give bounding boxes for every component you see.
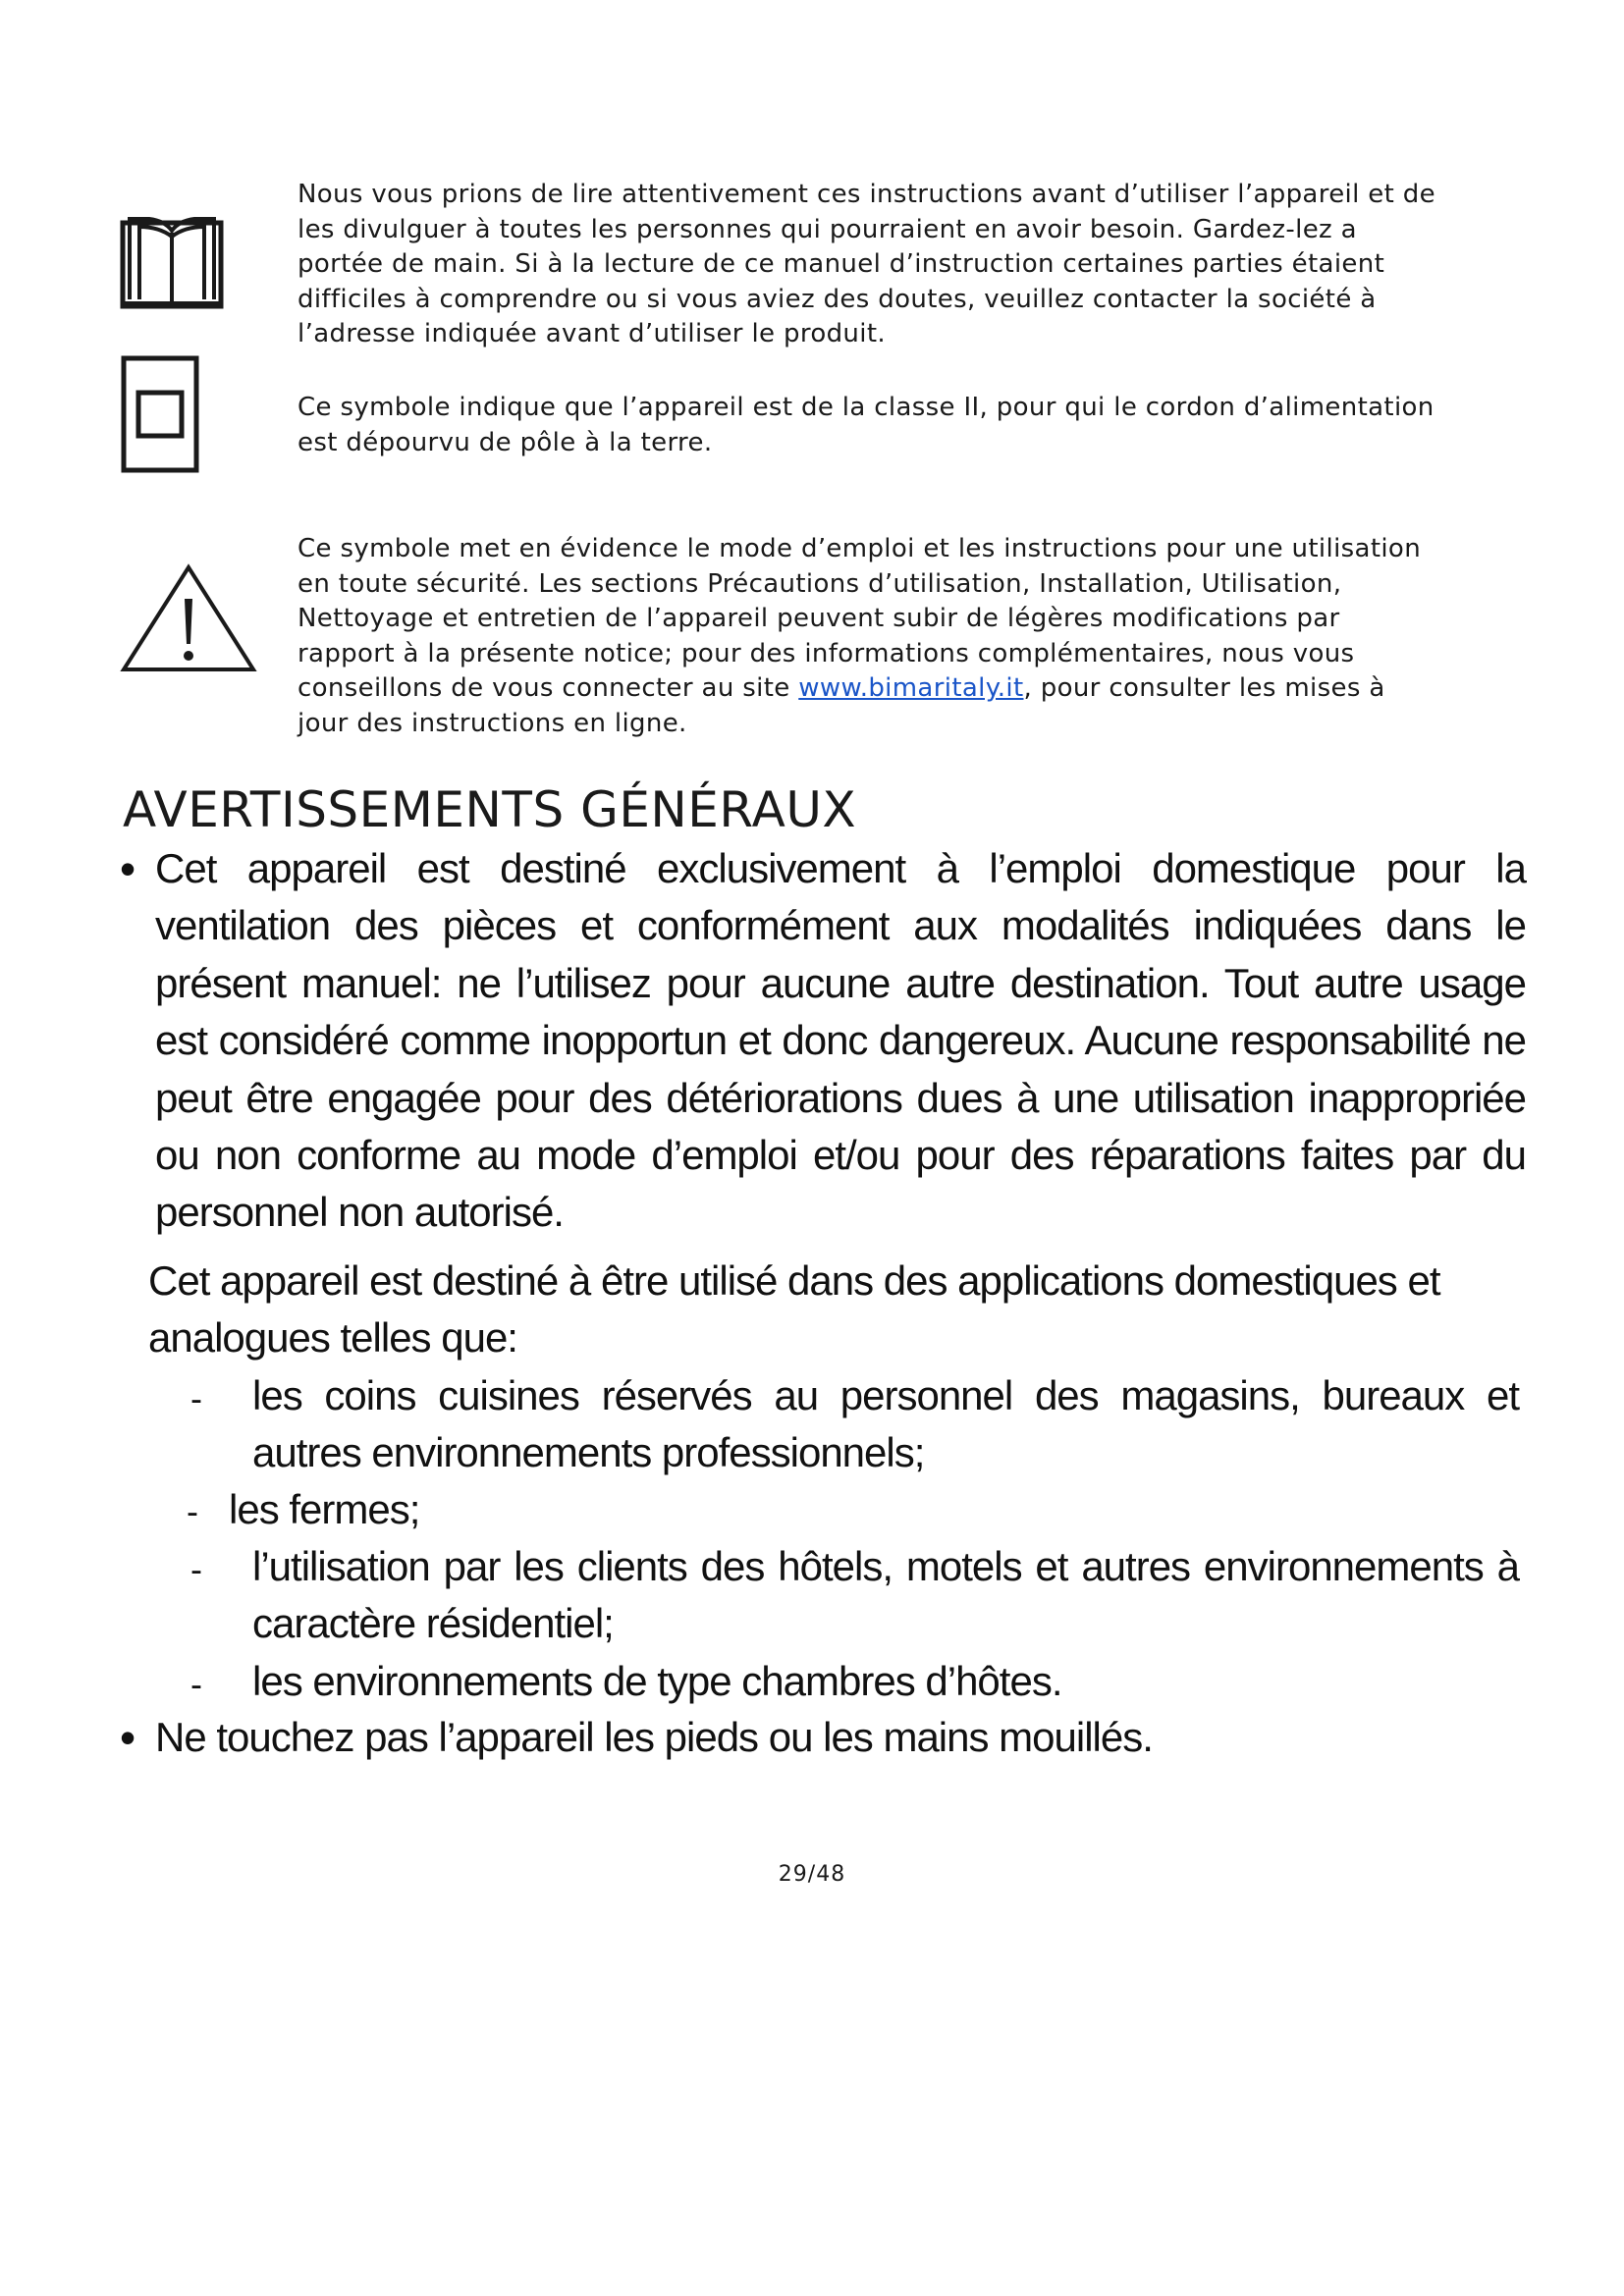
- bullet-wet-hands: Ne touchez pas l’appareil les pieds ou les mains mouillés.: [155, 1714, 1153, 1760]
- list-item: les coins cuisines réservés au personnel des magasins, bureaux et autres environnements professionnels;: [252, 1372, 1519, 1476]
- warning-notice-tail: , pour consulter les mises à jour des instructions en ligne.: [298, 673, 1385, 738]
- warning-triangle-icon: [120, 563, 257, 673]
- list-item: les fermes;: [229, 1486, 420, 1532]
- double-square-icon: [121, 355, 199, 473]
- section-heading: AVERTISSEMENTS GÉNÉRAUX: [123, 781, 857, 838]
- page-number: 29/48: [778, 1862, 846, 1887]
- list-item: les environnements de type chambres d’hôtes.: [252, 1658, 1062, 1704]
- dash-marker: -: [190, 1664, 201, 1704]
- dash-marker: -: [190, 1378, 201, 1418]
- applications-intro: Cet appareil est destiné à être utilisé dans des applications domestiques et analogues telles que:: [148, 1257, 1440, 1362]
- warning-notice-body: Ce symbole met en évidence le mode d’emploi et les instructions pour une utilisation en toute sécurité. Les sections Précautions d’utilisation, Installation, Utilisation, Nettoyage et entretien de l’appareil peuvent subir de légères modifications par rapport à la présente notice; pour des informations complémentaires, nous vous conseillons de vous connecter au site: [298, 534, 1422, 703]
- open-book-icon: [120, 213, 224, 311]
- bimar-website-link[interactable]: www.bimaritaly.it: [798, 673, 1024, 703]
- bullet-marker: •: [120, 1712, 135, 1763]
- dash-marker: -: [187, 1491, 197, 1531]
- manual-notice-text: Nous vous prions de lire attentivement ces instructions avant d’utiliser l’appareil et de les divulguer à toutes les personnes qui pourraient en avoir besoin. Gardez-lez a portée de main. Si à la lecture de ce manuel d’instruction certaines parties étaient difficiles à comprendre ou si vous aviez des doutes, veuillez contacter la société à l’adresse indiquée avant d’utiliser le produit.: [298, 180, 1436, 348]
- class2-notice-text: Ce symbole indique que l’appareil est de la classe II, pour qui le cordon d’alimentation est dépourvu de pôle à la terre.: [298, 393, 1435, 457]
- warning-notice-text: [298, 532, 1436, 741]
- list-item: l’utilisation par les clients des hôtels, motels et autres environnements à caractère résidentiel;: [252, 1543, 1519, 1647]
- dash-marker: -: [190, 1549, 201, 1589]
- bullet-domestic-use: Cet appareil est destiné exclusivement à l’emploi domestique pour la ventilation des pièces et conformément aux modalités indiquées dans le présent manuel: ne l’utilisez pour aucune autre destination. Tout autre usage est considéré comme inopportun et donc dangereux. Aucune responsabilité ne peut être engagée pour des détériorations dues à une utilisation inappropriée ou non conforme au mode d’emploi et/ou pour des réparations faites par du personnel non autorisé.: [155, 845, 1526, 1236]
- bullet-marker: •: [120, 843, 135, 894]
